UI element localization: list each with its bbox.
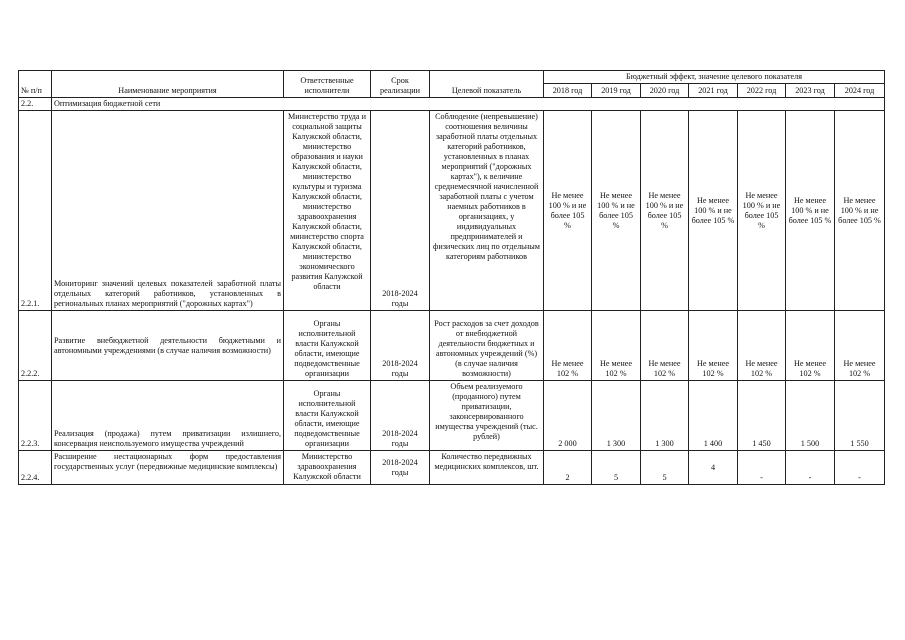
section-row (19, 98, 885, 111)
row-value-2019: Не менее 102 % (592, 311, 641, 381)
row-name: Мониторинг значений целевых показателей заработной платы отдельных категорий работников, установленных в региональных планах мероприятий ("дорожных картах") (52, 111, 284, 311)
row-num: 2.2.2. (19, 311, 52, 381)
year-header-2019: 2019 год (592, 84, 641, 98)
row-name: Развитие внебюджетной деятельности бюджетными и автономными учреждениями (в случае наличия возможности) (52, 311, 284, 381)
row-value-2018: Не менее 100 % и не более 105 % (544, 111, 592, 311)
row-value-2018: 2 (544, 451, 592, 485)
section-num: 2.2. (19, 98, 52, 111)
row-value-2021: 1 400 (689, 381, 738, 451)
section-title: Оптимизация бюджетной сети (52, 98, 885, 111)
row-executors: Министерство труда и социальной защиты Калужской области, министерство образования и науки Калужской области, министерство культуры и туризма Калужской области, министерство здравоохранения Калужской области, министерство спорта Калужской области, министерство экономического развития Калужской области (284, 111, 371, 311)
row-name: Расширение нестационарных форм предоставления государственных услуг (передвижные медицинские комплексы) (52, 451, 284, 485)
row-value-2020: 1 300 (641, 381, 689, 451)
row-value-2024: 1 550 (835, 381, 885, 451)
row-value-2022: Не менее 102 % (738, 311, 786, 381)
row-target: Количество передвижных медицинских комплексов, шт. (430, 451, 544, 485)
row-value-2018: 2 000 (544, 381, 592, 451)
row-value-2020: Не менее 102 % (641, 311, 689, 381)
col-header-term: Срок реализации (371, 71, 430, 98)
table-row (19, 111, 885, 311)
row-term: 2018-2024 годы (371, 311, 430, 381)
col-header-executors: Ответственные исполнители (284, 71, 371, 98)
row-value-2024: Не менее 102 % (835, 311, 885, 381)
row-value-2021: Не менее 102 % (689, 311, 738, 381)
row-value-2020: Не менее 100 % и не более 105 % (641, 111, 689, 311)
year-header-2018: 2018 год (544, 84, 592, 98)
row-executors: Министерство здравоохранения Калужской области (284, 451, 371, 485)
year-header-2021: 2021 год (689, 84, 738, 98)
row-name: Реализация (продажа) путем приватизации излишнего, консервация неиспользуемого имущества учреждений (52, 381, 284, 451)
row-term: 2018-2024 годы (371, 111, 430, 311)
row-num: 2.2.1. (19, 111, 52, 311)
col-header-name: Наименование мероприятия (52, 71, 284, 98)
row-num: 2.2.4. (19, 451, 52, 485)
table-row (19, 451, 885, 485)
row-executors: Органы исполнительной власти Калужской области, имеющие подведомственные организации (284, 311, 371, 381)
row-term: 2018-2024 годы (371, 381, 430, 451)
row-executors: Органы исполнительной власти Калужской области, имеющие подведомственные организации (284, 381, 371, 451)
col-header-budget-effect: Бюджетный эффект, значение целевого показателя (544, 71, 885, 84)
row-value-2021: Не менее 100 % и не более 105 % (689, 111, 738, 311)
row-value-2019: Не менее 100 % и не более 105 % (592, 111, 641, 311)
row-value-2019: 5 (592, 451, 641, 485)
table-row (19, 381, 885, 451)
row-num: 2.2.3. (19, 381, 52, 451)
row-value-2020: 5 (641, 451, 689, 485)
row-value-2023: - (786, 451, 835, 485)
year-header-2024: 2024 год (835, 84, 885, 98)
row-value-2023: Не менее 102 % (786, 311, 835, 381)
row-term: 2018-2024 годы (371, 451, 430, 485)
row-value-2024: - (835, 451, 885, 485)
year-header-2023: 2023 год (786, 84, 835, 98)
measures-table (18, 70, 885, 485)
row-target: Объем реализуемого (проданного) путем приватизации, законсервированного имущества учреждений (тыс. рублей) (430, 381, 544, 451)
table-row (19, 311, 885, 381)
row-value-2022: - (738, 451, 786, 485)
row-value-2022: 1 450 (738, 381, 786, 451)
row-target: Рост расходов за счет доходов от внебюджетной деятельности бюджетных и автономных учреждений (%) (в случае наличия возможности) (430, 311, 544, 381)
row-value-2022: Не менее 100 % и не более 105 % (738, 111, 786, 311)
row-target: Соблюдение (непревышение) соотношения величины заработной платы отдельных категорий работников, установленных в планах мероприятий ("дорожных картах"), к величине среднемесячной начисленной заработной платы с учетом наемных работников в организациях, у индивидуальных предпринимателей и физических лиц по отдельным категориям работников (430, 111, 544, 311)
row-value-2023: Не менее 100 % и не более 105 % (786, 111, 835, 311)
year-header-2020: 2020 год (641, 84, 689, 98)
year-header-2022: 2022 год (738, 84, 786, 98)
row-value-2018: Не менее 102 % (544, 311, 592, 381)
row-value-2019: 1 300 (592, 381, 641, 451)
row-value-2024: Не менее 100 % и не более 105 % (835, 111, 885, 311)
row-value-2021: 4 (689, 451, 738, 485)
col-header-num: № п/п (19, 71, 52, 98)
row-value-2023: 1 500 (786, 381, 835, 451)
col-header-target: Целевой показатель (430, 71, 544, 98)
